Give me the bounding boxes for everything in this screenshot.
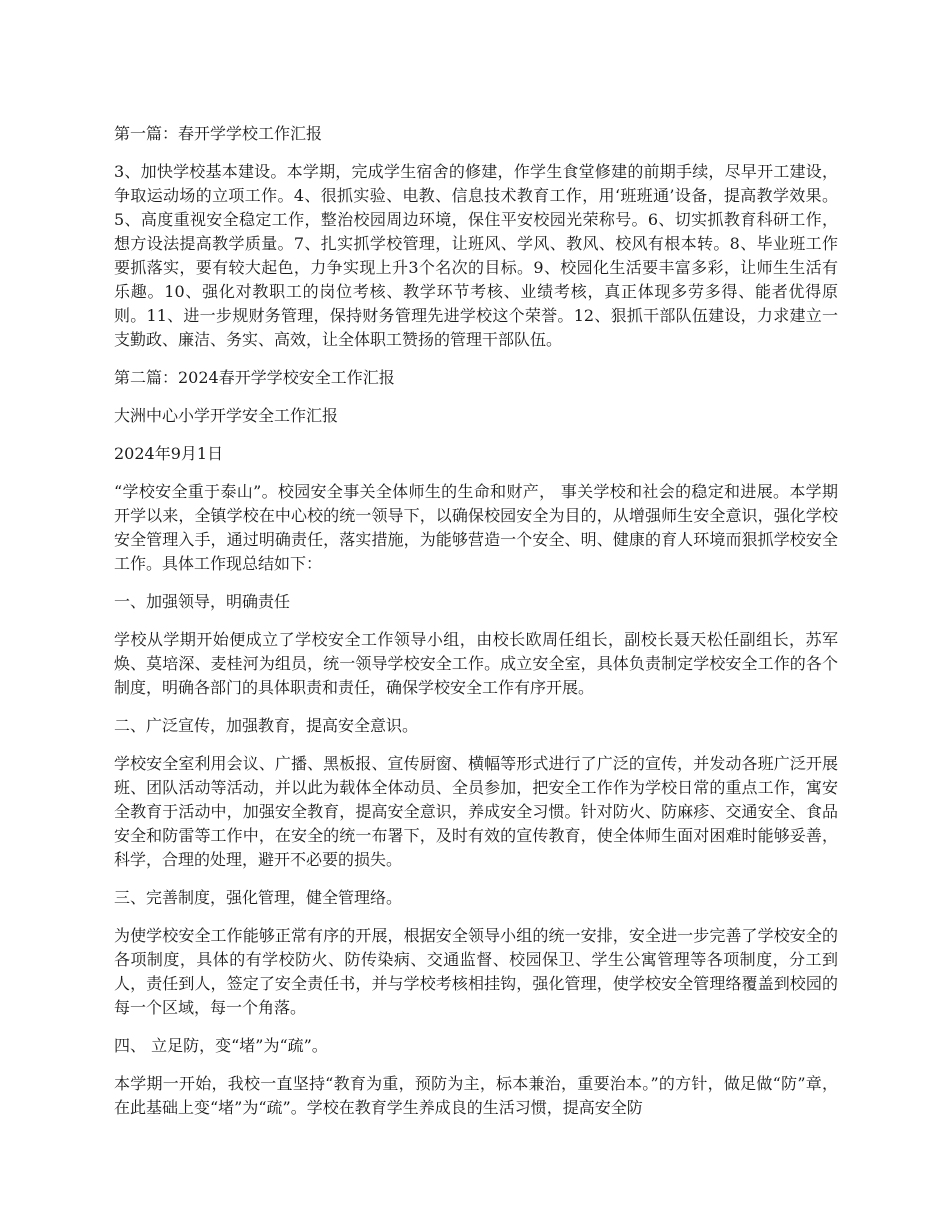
paragraph: “学校安全重于泰山”。校园安全事关全体师生的生命和财产， 事关学校和社会的稳定和进展。本学期开学以来，全镇学校在中心校的统一领导下，以确保校园安全为目的，从增强师生安全意识，强化学校安全管理入手，通过明确责任，落实措施，为能够营造一个安全、明、健康的育人环境而狠抓学校安全工作。具体工作现总结如下： — [114, 482, 838, 573]
document-body — [114, 122, 838, 1134]
paragraph: 学校安全室利用会议、广播、黑板报、宣传厨窗、横幅等形式进行了广泛的宣传，并发动各班广泛开展班、团队活动等活动，并以此为载体全体动员、全员参加，把安全工作作为学校日常的重点工作，寓安全教育于活动中，加强安全教育，提高安全意识，养成安全习惯。针对防火、防麻疹、交通安全、食品安全和防雷等工作中，在安全的统一布署下，及时有效的宣传教育，使全体师生面对困难时能够妥善，科学，合理的处理，避开不必要的损失。 — [114, 754, 838, 869]
paragraph: 学校从学期开始便成立了学校安全工作领导小组，由校长欧周任组长，副校长聂天松任副组长，苏军焕、莫培深、麦桂河为组员，统一领导学校安全工作。成立安全室，具体负责制定学校安全工作的各个制度，明确各部门的具体职责和责任，确保学校安全工作有序开展。 — [114, 630, 838, 697]
report-title: 大洲中心小学开学安全工作汇报 — [114, 406, 339, 425]
section-heading-2: 第二篇：2024春开学学校安全工作汇报 — [114, 368, 395, 387]
section-heading-1: 第一篇：春开学学校工作汇报 — [114, 124, 323, 143]
subheading-4: 四、 立足防，变“堵”为“疏”。 — [114, 1036, 328, 1055]
subheading-2: 二、广泛宣传，加强教育，提高安全意识。 — [114, 716, 419, 735]
paragraph: 本学期一开始，我校一直坚持“教育为重，预防为主，标本兼治，重要治本。”的方针，做足做“防”章，在此基础上变“堵”为“疏”。学校在教育学生养成良的生活习惯，提高安全防 — [114, 1074, 838, 1117]
report-date: 2024年9月1日 — [114, 444, 224, 463]
subheading-1: 一、加强领导，明确责任 — [114, 592, 291, 611]
paragraph: 3、加快学校基本建设。本学期，完成学生宿舍的修建，作学生食堂修建的前期手续，尽早开工建设，争取运动场的立项工作。4、很抓实验、电教、信息技术教育工作，用‘班班通’设备，提高教学效果。5、高度重视安全稳定工作，整治校园周边环境，保住平安校园光荣称号。6、切实抓教育科研工作，想方设法提高教学质量。7、扎实抓学校管理，让班风、学风、教风、校风有根本转。8、毕业班工作要抓落实，要有较大起色，力争实现上升3个名次的目标。9、校园化生活要丰富多彩，让师生生活有乐趣。10、强化对教职工的岗位考核、教学环节考核、业绩考核，真正体现多劳多得、能者优得原则。11、进一步规财务管理，保持财务管理先进学校这个荣誉。12、狠抓干部队伍建设，力求建立一支勤政、廉洁、务实、高效，让全体职工赞扬的管理干部队伍。 — [114, 162, 838, 349]
paragraph: 为使学校安全工作能够正常有序的开展，根据安全领导小组的统一安排，安全进一步完善了学校安全的各项制度，具体的有学校防火、防传染病、交通监督、校园保卫、学生公寓管理等各项制度，分工到人，责任到人，签定了安全责任书，并与学校考核相挂钩，强化管理，使学校安全管理络覆盖到校园的每一个区域，每一个角落。 — [114, 926, 838, 1017]
subheading-3: 三、完善制度，强化管理，健全管理络。 — [114, 888, 403, 907]
